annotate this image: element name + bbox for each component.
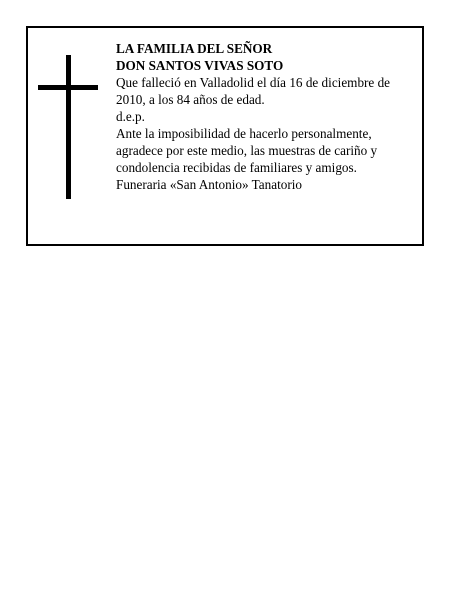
death-info-line-2: 2010, a los 84 años de edad. [116,92,265,107]
death-info-line-1: Que falleció en Valladolid el día 16 de diciembre de [116,75,391,90]
cross-icon-vertical-bar [66,55,71,199]
heading-deceased-name: DON SANTOS VIVAS SOTO [116,58,284,73]
thanks-line-2: agradece por este medio, las muestras de cariño y [116,143,378,158]
cross-icon-horizontal-bar [38,85,98,90]
obituary-notice [26,26,424,246]
thanks-line-3: condolencia recibidas de familiares y amigos. [116,160,357,175]
funeral-home: Funeraria «San Antonio» Tanatorio [116,177,302,192]
rip-text: d.e.p. [116,109,145,124]
thanks-line-1: Ante la imposibilidad de hacerlo personalmente, [116,126,372,141]
notice-text [116,40,416,193]
heading-family: LA FAMILIA DEL SEÑOR [116,41,273,56]
